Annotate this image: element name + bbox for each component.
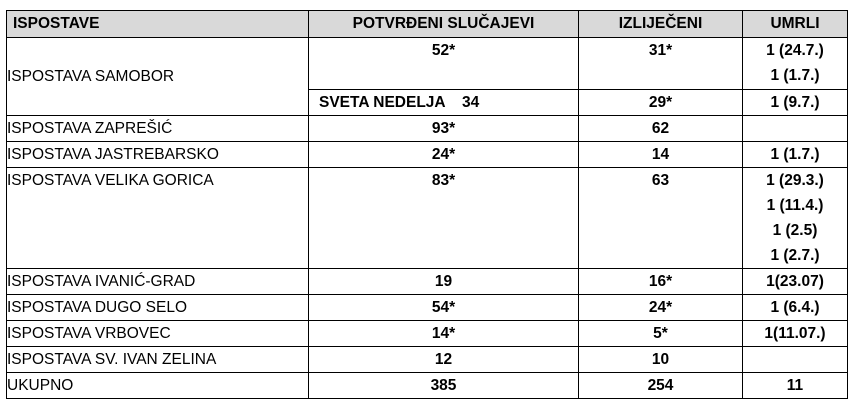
row-name-vrbovec: ISPOSTAVA VRBOVEC: [7, 321, 309, 347]
cell-jastrebarsko-potvrdeni: 24*: [309, 142, 579, 168]
header-ispostave: ISPOSTAVE: [7, 11, 309, 38]
cell-vrbovec-umrli: 1(11.07.): [743, 321, 848, 347]
row-name-velika-gorica: ISPOSTAVA VELIKA GORICA: [7, 168, 309, 269]
cell-dugo-selo-umrli: 1 (6.4.): [743, 295, 848, 321]
table-row-jastrebarsko: [7, 142, 848, 168]
row-name-zelina: ISPOSTAVA SV. IVAN ZELINA: [7, 347, 309, 373]
cell-ukupno-potvrdeni: 385: [309, 373, 579, 399]
header-umrli: UMRLI: [743, 11, 848, 38]
cell-sveta-nedelja: [309, 90, 579, 116]
statistics-table: [6, 10, 848, 399]
table-row-ukupno: [7, 373, 848, 399]
row-name-ukupno: UKUPNO: [7, 373, 309, 399]
cell-dugo-selo-potvrdeni: 54*: [309, 295, 579, 321]
cell-zapresic-izlijeceni: 62: [579, 116, 743, 142]
cell-ivanic-grad-izlijeceni: 16*: [579, 269, 743, 295]
table-row-zapresic: [7, 116, 848, 142]
cell-ivanic-grad-potvrdeni: 19: [309, 269, 579, 295]
cell-ukupno-umrli: 11: [743, 373, 848, 399]
header-potvrdeni: POTVRĐENI SLUČAJEVI: [309, 11, 579, 38]
row-name-zapresic: ISPOSTAVA ZAPREŠIĆ: [7, 116, 309, 142]
cell-vrbovec-potvrdeni: 14*: [309, 321, 579, 347]
cell-zelina-potvrdeni: 12: [309, 347, 579, 373]
cell-ukupno-izlijeceni: 254: [579, 373, 743, 399]
cell-vrbovec-izlijeceni: 5*: [579, 321, 743, 347]
cell-ivanic-grad-umrli: 1(23.07): [743, 269, 848, 295]
cell-samobor-umrli: 1 (24.7.) 1 (1.7.): [743, 38, 848, 90]
cell-zapresic-potvrdeni: 93*: [309, 116, 579, 142]
sveta-nedelja-label: SVETA NEDELJA: [319, 93, 446, 111]
table-row-zelina: [7, 347, 848, 373]
table-header-row: [7, 11, 848, 38]
table-row-dugo-selo: [7, 295, 848, 321]
sveta-nedelja-potvrdeni: 34: [462, 93, 480, 111]
table-row-samobor: [7, 38, 848, 90]
cell-dugo-selo-izlijeceni: 24*: [579, 295, 743, 321]
cell-samobor-potvrdeni: 52*: [309, 38, 579, 90]
cell-velika-gorica-izlijeceni: 63: [579, 168, 743, 269]
row-name-samobor: ISPOSTAVA SAMOBOR: [7, 38, 309, 116]
cell-zelina-izlijeceni: 10: [579, 347, 743, 373]
row-name-dugo-selo: ISPOSTAVA DUGO SELO: [7, 295, 309, 321]
row-name-jastrebarsko: ISPOSTAVA JASTREBARSKO: [7, 142, 309, 168]
header-izlijeceni: IZLIJEČENI: [579, 11, 743, 38]
table-row-vrbovec: [7, 321, 848, 347]
cell-velika-gorica-umrli: 1 (29.3.) 1 (11.4.) 1 (2.5) 1 (2.7.): [743, 168, 848, 269]
table-row-ivanic-grad: [7, 269, 848, 295]
cell-jastrebarsko-umrli: 1 (1.7.): [743, 142, 848, 168]
cell-zapresic-umrli: [743, 116, 848, 142]
cell-samobor-izlijeceni: 31*: [579, 38, 743, 90]
cell-jastrebarsko-izlijeceni: 14: [579, 142, 743, 168]
row-name-ivanic-grad: ISPOSTAVA IVANIĆ-GRAD: [7, 269, 309, 295]
cell-sveta-nedelja-izlijeceni: 29*: [579, 90, 743, 116]
cell-velika-gorica-potvrdeni: 83*: [309, 168, 579, 269]
cell-zelina-umrli: [743, 347, 848, 373]
cell-sveta-nedelja-umrli: 1 (9.7.): [743, 90, 848, 116]
table-row-velika-gorica: [7, 168, 848, 269]
